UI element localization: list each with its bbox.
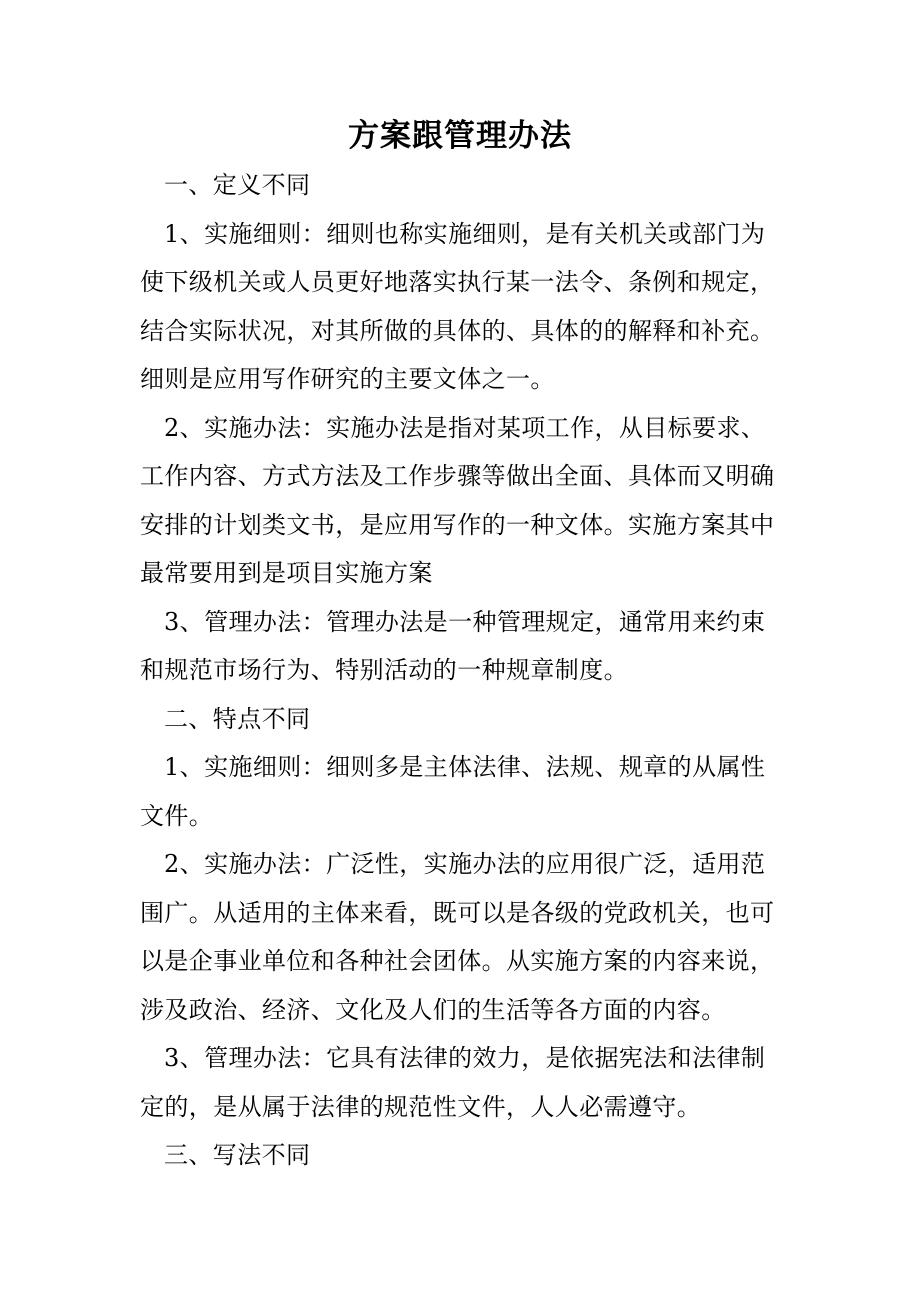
- paragraph-definition-implementation-measures: 2、实施办法：实施办法是指对某项工作，从目标要求、工作内容、方式方法及工作步骤等做出全面、具体而又明确安排的计划类文书，是应用写作的一种文体。实施方案其中最常要用到是项目实施方案: [140, 413, 775, 587]
- paragraph-definition-management-measures: 3、管理办法：管理办法是一种管理规定，通常用来约束和规范市场行为、特别活动的一种规章制度。: [140, 607, 766, 684]
- section-heading-definition: 一、定义不同: [164, 171, 311, 199]
- paragraph-characteristics-management-measures: 3、管理办法：它具有法律的效力，是依据宪法和法律制定的，是从属于法律的规范性文件，人人必需遵守。: [140, 1044, 766, 1121]
- document-body: [140, 161, 780, 1180]
- section-heading-characteristics: 二、特点不同: [164, 704, 311, 733]
- paragraph-definition-implementation-rules: 1、实施细则：细则也称实施细则，是有关机关或部门为使下级机关或人员更好地落实执行某一法令、条例和规定，结合实际状况，对其所做的具体的、具体的的解释和补充。细则是应用写作研究的主要文体之一。: [140, 219, 775, 393]
- paragraph-characteristics-implementation-rules: 1、实施细则：细则多是主体法律、法规、规章的从属性文件。: [140, 753, 766, 830]
- paragraph-characteristics-implementation-measures: 2、实施办法：广泛性，实施办法的应用很广泛，适用范围广。从适用的主体来看，既可以是各级的党政机关，也可以是企事业单位和各种社会团体。从实施方案的内容来说，涉及政治、经济、文化及人们的生活等各方面的内容。: [140, 850, 775, 1024]
- document-title: 方案跟管理办法: [348, 118, 572, 154]
- section-heading-writing: 三、写法不同: [164, 1141, 311, 1169]
